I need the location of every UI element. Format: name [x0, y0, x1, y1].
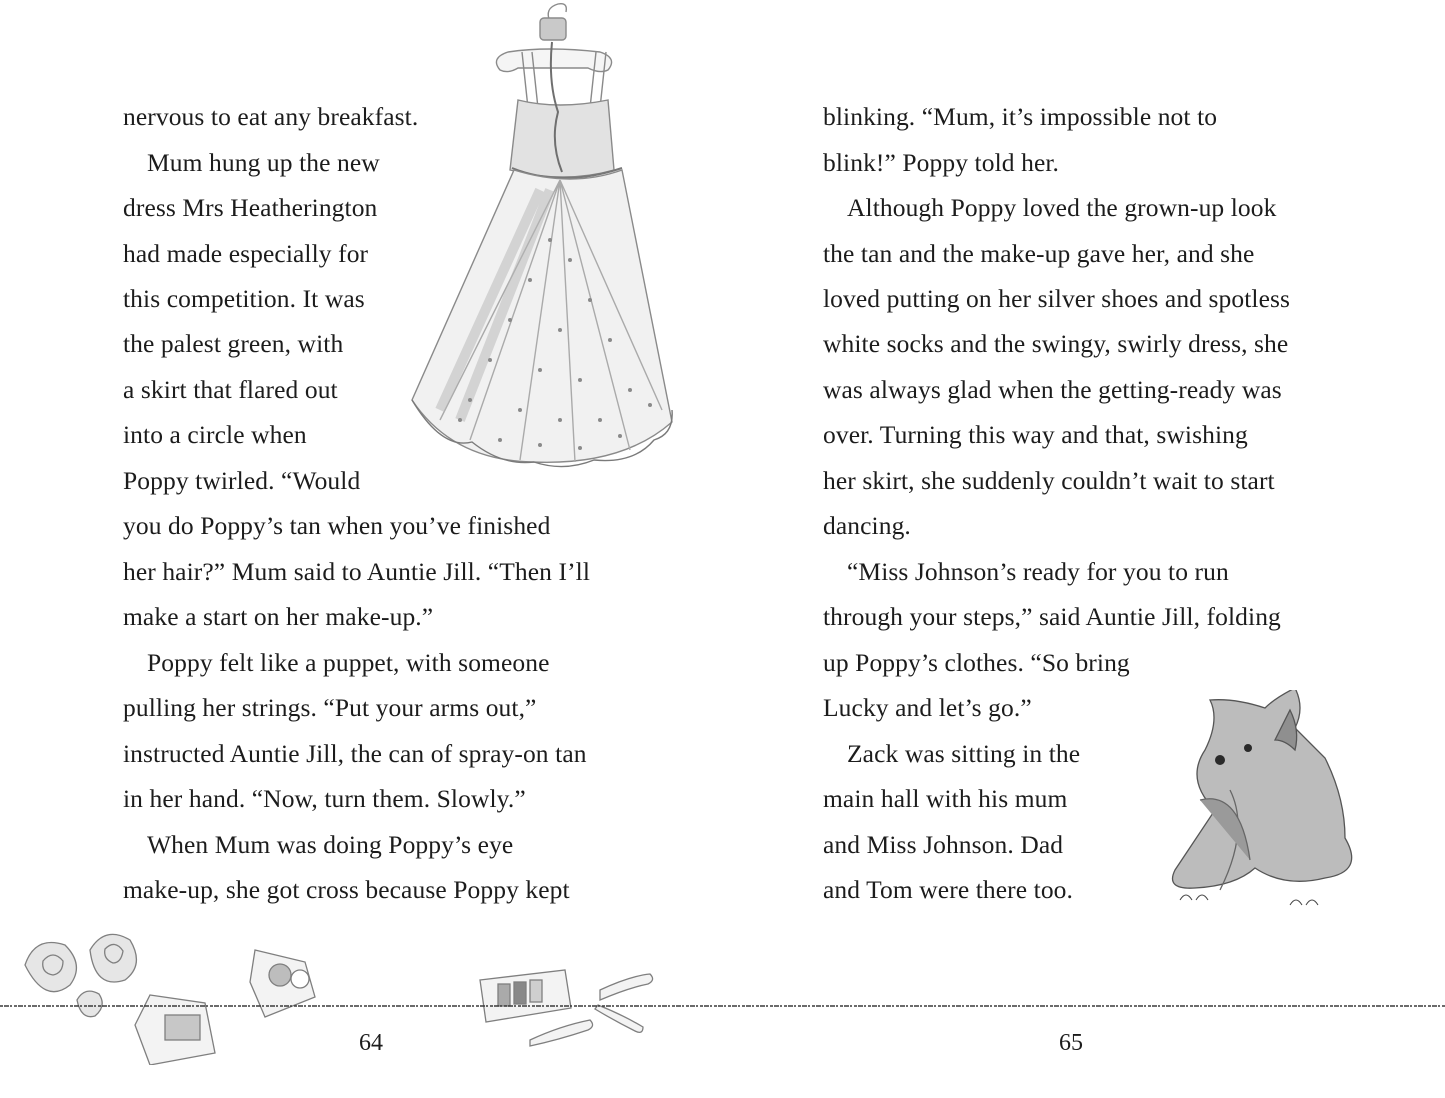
- text-line: Poppy twirled. “Would: [123, 466, 361, 495]
- text-line: dancing.: [823, 511, 911, 540]
- text-line: main hall with his mum: [823, 784, 1068, 813]
- text-line: Poppy felt like a puppet, with someone: [147, 648, 550, 677]
- text-line: this competition. It was: [123, 284, 365, 313]
- text-line: over. Turning this way and that, swishing: [823, 420, 1248, 449]
- page-number: 65: [1059, 1030, 1083, 1056]
- text-line: had made especially for: [123, 239, 369, 268]
- text-line: blink!” Poppy told her.: [823, 148, 1060, 177]
- text-line: Although Poppy loved the grown-up look: [847, 193, 1277, 222]
- page-number: 64: [359, 1030, 383, 1056]
- text-line: make a start on her make-up.”: [123, 602, 434, 631]
- left-page: [0, 0, 722, 1098]
- text-line: a skirt that flared out: [123, 375, 338, 404]
- text-line: Mum hung up the new: [147, 148, 380, 177]
- text-line: her hair?” Mum said to Auntie Jill. “Then I’ll: [123, 557, 591, 586]
- text-line: the tan and the make-up gave her, and she: [823, 239, 1255, 268]
- text-line: Zack was sitting in the: [847, 739, 1081, 768]
- right-page: [722, 0, 1445, 1098]
- text-line: “Miss Johnson’s ready for you to run: [847, 557, 1229, 586]
- text-line: and Miss Johnson. Dad: [823, 830, 1064, 859]
- puppy-illustration: [1140, 690, 1380, 930]
- text-line: you do Poppy’s tan when you’ve finished: [123, 511, 551, 540]
- text-line: Lucky and let’s go.”: [823, 693, 1032, 722]
- text-line: dress Mrs Heatherington: [123, 193, 378, 222]
- text-line: nervous to eat any breakfast.: [123, 102, 419, 131]
- text-line: and Tom were there too.: [823, 875, 1074, 904]
- text-line: instructed Auntie Jill, the can of spray-on tan: [123, 739, 587, 768]
- dress-illustration: [400, 0, 680, 480]
- ground-line-decoration: [0, 1003, 1445, 1009]
- compacts-illustration: [130, 935, 320, 1065]
- text-line: up Poppy’s clothes. “So bring: [823, 648, 1130, 677]
- text-line: the palest green, with: [123, 329, 344, 358]
- text-line: blinking. “Mum, it’s impossible not to: [823, 102, 1218, 131]
- text-line: make-up, she got cross because Poppy kept: [123, 875, 570, 904]
- text-line: was always glad when the getting-ready was: [823, 375, 1282, 404]
- text-line: loved putting on her silver shoes and spotless: [823, 284, 1291, 313]
- text-line: in her hand. “Now, turn them. Slowly.”: [123, 784, 526, 813]
- text-line: white socks and the swingy, swirly dress, she: [823, 329, 1289, 358]
- text-line: pulling her strings. “Put your arms out,”: [123, 693, 537, 722]
- text-line: When Mum was doing Poppy’s eye: [147, 830, 514, 859]
- text-line: through your steps,” said Auntie Jill, folding: [823, 602, 1281, 631]
- text-line: into a circle when: [123, 420, 307, 449]
- text-line: her skirt, she suddenly couldn’t wait to start: [823, 466, 1275, 495]
